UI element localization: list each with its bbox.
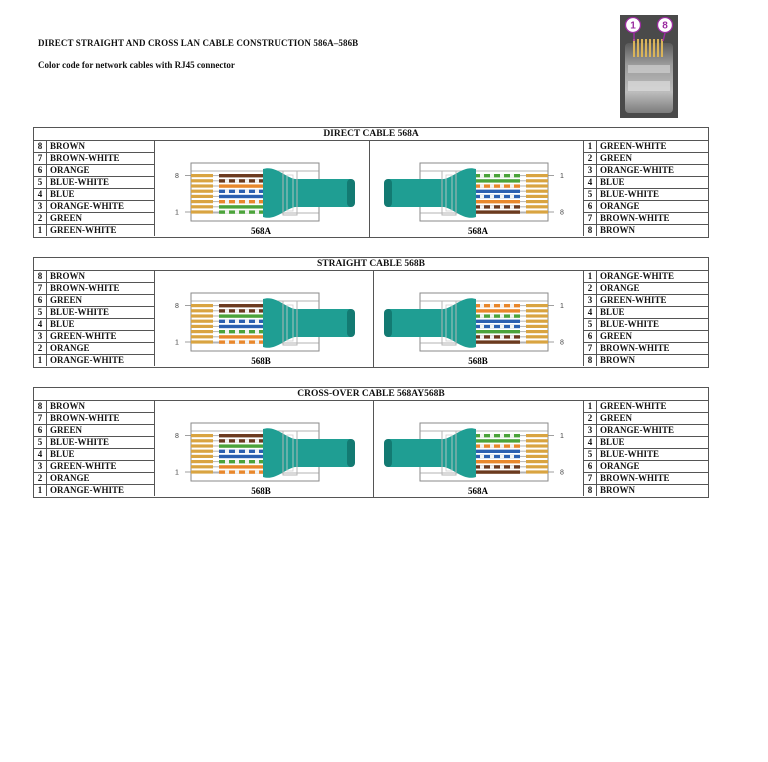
pin-contact [191, 444, 213, 447]
pin-number: 6 [584, 331, 597, 343]
pinout-row [584, 437, 709, 449]
pinout-row [34, 437, 155, 449]
wire-color: BROWN [597, 355, 709, 367]
pin-number: 4 [584, 437, 597, 449]
pin-contact [526, 450, 548, 453]
wire-color: GREEN-WHITE [47, 225, 155, 237]
wire-color: BLUE-WHITE [47, 307, 155, 319]
wire-color: BROWN-WHITE [597, 343, 709, 355]
pin-number: 5 [34, 307, 47, 319]
pinout-row [584, 449, 709, 461]
rj45-connector-photo [620, 15, 678, 118]
pinout-row [584, 213, 709, 225]
wire-color: ORANGE-WHITE [47, 485, 155, 497]
pin-contact [191, 200, 213, 203]
wire-color: BLUE-WHITE [597, 319, 709, 331]
pin-contact [526, 434, 548, 437]
wire [219, 314, 267, 317]
pinout-row [584, 189, 709, 201]
wire-color: GREEN-WHITE [47, 461, 155, 473]
wire [219, 444, 267, 447]
pin-contact [526, 335, 548, 338]
left-pinout-table [34, 401, 155, 496]
pinout-row [584, 319, 709, 331]
wire-color: BLUE-WHITE [597, 189, 709, 201]
pin-number: 1 [584, 141, 597, 153]
wire-color: BROWN [47, 141, 155, 153]
wire-color: BLUE [47, 319, 155, 331]
wire-color: BROWN [597, 485, 709, 497]
wire [472, 200, 520, 203]
pinout-row [584, 425, 709, 437]
pin-contact [191, 455, 213, 458]
pin-number: 7 [584, 343, 597, 355]
wire-color: BLUE [47, 449, 155, 461]
pinout-row [34, 331, 155, 343]
pin-number: 4 [584, 307, 597, 319]
pinout-row [584, 141, 709, 153]
pin-bottom-number: 1 [175, 469, 179, 477]
wire-color: ORANGE [597, 461, 709, 473]
wire-color: GREEN [597, 153, 709, 165]
pin-number: 3 [34, 201, 47, 213]
wire-color: GREEN-WHITE [597, 141, 709, 153]
pin-bottom-number: 8 [560, 209, 564, 217]
pinout-row [584, 473, 709, 485]
pin-contact [191, 174, 213, 177]
pin-contact [191, 335, 213, 338]
wire-color: BLUE [47, 189, 155, 201]
pinout-row [584, 485, 709, 497]
pin-contact [191, 184, 213, 187]
pin-contact [526, 309, 548, 312]
wire-color: GREEN [597, 331, 709, 343]
wire-color: BLUE [597, 307, 709, 319]
pin-contact [526, 330, 548, 333]
pin-number: 6 [34, 295, 47, 307]
pinout-row [34, 425, 155, 437]
pinout-row [34, 319, 155, 331]
pin-number: 5 [584, 189, 597, 201]
section-header: CROSS-OVER CABLE 568AY568B [34, 388, 708, 401]
wire [472, 450, 520, 453]
pin-number: 8 [584, 485, 597, 497]
pinout-row [584, 331, 709, 343]
pin-number: 4 [34, 189, 47, 201]
pinout-row [34, 189, 155, 201]
wire-color: ORANGE-WHITE [47, 201, 155, 213]
wire-color: BROWN-WHITE [597, 473, 709, 485]
wire [219, 434, 267, 437]
pinout-row [34, 283, 155, 295]
wire [472, 309, 520, 312]
pin-contact [526, 444, 548, 447]
pinout-row [34, 355, 155, 367]
wire [472, 460, 520, 463]
pin-number: 5 [584, 319, 597, 331]
wire-color: BROWN-WHITE [597, 213, 709, 225]
pin-contact [191, 434, 213, 437]
pinout-row [34, 343, 155, 355]
pin-number: 3 [584, 295, 597, 307]
pinout-row [584, 177, 709, 189]
wire-color: BROWN-WHITE [47, 153, 155, 165]
pinout-row [584, 343, 709, 355]
wire-color: BLUE-WHITE [47, 437, 155, 449]
pinout-row [584, 461, 709, 473]
pin-bottom-number: 8 [560, 339, 564, 347]
section-header: STRAIGHT CABLE 568B [34, 258, 708, 271]
pin-contact [191, 304, 213, 307]
wire [472, 190, 520, 193]
pin-number: 3 [34, 461, 47, 473]
wire-color: BLUE [597, 177, 709, 189]
pin-contact [526, 325, 548, 328]
section-straight-cable [33, 257, 709, 368]
pinout-row [34, 449, 155, 461]
wire [219, 465, 267, 468]
pin-number: 8 [584, 355, 597, 367]
pin-number: 2 [584, 283, 597, 295]
wire [219, 205, 267, 208]
wire-color: ORANGE [597, 283, 709, 295]
right-connector-diagram [374, 401, 584, 497]
right-connector-diagram [370, 141, 584, 237]
pin-number: 5 [34, 177, 47, 189]
wire [472, 330, 520, 333]
pinout-row [584, 153, 709, 165]
connector-standard-label: 568A [468, 486, 488, 496]
wire-color: BROWN [47, 401, 155, 413]
pin-number: 1 [34, 485, 47, 497]
pin-contact [526, 200, 548, 203]
pinout-row [584, 401, 709, 413]
left-pinout-table [34, 141, 155, 236]
pin-number: 7 [584, 473, 597, 485]
pin-contact [526, 439, 548, 442]
pin-contact [526, 190, 548, 193]
pin-contact [191, 325, 213, 328]
pin-contact [191, 450, 213, 453]
wire-color: ORANGE-WHITE [597, 165, 709, 177]
wire [472, 210, 520, 213]
wire-color: GREEN-WHITE [597, 295, 709, 307]
pin-number: 7 [34, 153, 47, 165]
pin-contact [526, 304, 548, 307]
wire-color: GREEN-WHITE [597, 401, 709, 413]
right-pinout-table [583, 271, 708, 366]
pin-number: 8 [34, 401, 47, 413]
pin-number: 1 [584, 271, 597, 283]
pin-contact [191, 179, 213, 182]
pin-bottom-number: 1 [175, 209, 179, 217]
connector-standard-label: 568B [468, 356, 488, 366]
wire [219, 195, 267, 198]
pin-contact [191, 210, 213, 213]
pin-contact [526, 179, 548, 182]
pin-contact [526, 320, 548, 323]
pin-contact [191, 470, 213, 473]
pin-contact [526, 174, 548, 177]
pin-number: 2 [584, 153, 597, 165]
wire-color: BROWN [47, 271, 155, 283]
pinout-row [34, 401, 155, 413]
pin-8-marker: 8 [662, 20, 668, 32]
pinout-row [34, 225, 155, 237]
pin-number: 8 [34, 141, 47, 153]
pinout-row [584, 165, 709, 177]
wire-color: ORANGE-WHITE [47, 355, 155, 367]
pinout-row [584, 355, 709, 367]
pinout-row [584, 225, 709, 237]
wire [219, 174, 267, 177]
pin-number: 3 [584, 425, 597, 437]
pin-contact [191, 330, 213, 333]
wire-color: ORANGE-WHITE [597, 425, 709, 437]
connector-standard-label: 568B [251, 356, 271, 366]
pin-contact [191, 195, 213, 198]
section-cross-over-cable [33, 387, 709, 498]
pinout-row [34, 461, 155, 473]
right-connector-diagram [374, 271, 584, 367]
wire-color: GREEN [47, 295, 155, 307]
left-connector-diagram [155, 401, 373, 497]
pinout-row [584, 295, 709, 307]
wire [472, 470, 520, 473]
connector-standard-label: 568A [468, 226, 488, 236]
pin-number: 2 [34, 213, 47, 225]
wire [472, 439, 520, 442]
pin-contact [191, 460, 213, 463]
pin-1-marker: 1 [630, 20, 636, 32]
wire-color: BROWN-WHITE [47, 283, 155, 295]
pin-number: 1 [584, 401, 597, 413]
pin-number: 2 [34, 343, 47, 355]
pin-contact [526, 455, 548, 458]
wire [219, 455, 267, 458]
pinout-row [34, 177, 155, 189]
pin-number: 6 [34, 165, 47, 177]
wire-color: ORANGE-WHITE [597, 271, 709, 283]
pin-contact [526, 184, 548, 187]
pinout-row [584, 201, 709, 213]
pinout-row [584, 413, 709, 425]
pin-bottom-number: 8 [560, 469, 564, 477]
pin-top-number: 1 [560, 433, 564, 440]
pin-number: 8 [34, 271, 47, 283]
pin-contact [191, 465, 213, 468]
pin-number: 6 [34, 425, 47, 437]
pin-contact [526, 195, 548, 198]
wire-color: ORANGE [47, 165, 155, 177]
pinout-row [34, 153, 155, 165]
pin-number: 6 [584, 201, 597, 213]
wire-color: BROWN-WHITE [47, 413, 155, 425]
pin-contact [526, 314, 548, 317]
pin-top-number: 8 [175, 303, 179, 310]
pinout-row [34, 473, 155, 485]
pin-contact [191, 439, 213, 442]
section-direct-cable [33, 127, 709, 238]
wire-color: GREEN [597, 413, 709, 425]
pinout-row [34, 295, 155, 307]
pin-number: 4 [34, 319, 47, 331]
pin-number: 3 [34, 331, 47, 343]
wire-color: ORANGE [47, 473, 155, 485]
pin-number: 2 [584, 413, 597, 425]
wire [219, 304, 267, 307]
pin-bottom-number: 1 [175, 339, 179, 347]
pin-contact [191, 205, 213, 208]
pinout-row [584, 307, 709, 319]
pin-number: 1 [34, 225, 47, 237]
pinout-row [34, 485, 155, 497]
pin-contact [526, 340, 548, 343]
wire-color: BROWN [597, 225, 709, 237]
pin-number: 4 [34, 449, 47, 461]
wire-color: BLUE [597, 437, 709, 449]
connector-standard-label: 568A [251, 226, 271, 236]
pin-contact [526, 465, 548, 468]
left-pinout-table [34, 271, 155, 366]
pin-top-number: 1 [560, 303, 564, 310]
left-connector-diagram [155, 271, 373, 367]
pin-contact [526, 210, 548, 213]
wire-color: GREEN [47, 425, 155, 437]
wire-color: ORANGE [597, 201, 709, 213]
pin-contact [526, 470, 548, 473]
pinout-row [34, 413, 155, 425]
pin-number: 6 [584, 461, 597, 473]
wire [219, 184, 267, 187]
pin-contact [191, 340, 213, 343]
pin-top-number: 8 [175, 433, 179, 440]
pin-number: 8 [584, 225, 597, 237]
wire-color: BLUE-WHITE [47, 177, 155, 189]
pinout-row [34, 213, 155, 225]
document-title: DIRECT STRAIGHT AND CROSS LAN CABLE CONSTRUCTION 586A–586B [38, 38, 359, 48]
pin-contact [526, 460, 548, 463]
pin-top-number: 8 [175, 173, 179, 180]
pin-contact [191, 309, 213, 312]
pinout-row [34, 165, 155, 177]
right-pinout-table [583, 141, 708, 236]
pinout-row [34, 307, 155, 319]
wire-color: GREEN [47, 213, 155, 225]
pin-number: 7 [584, 213, 597, 225]
pinout-row [34, 141, 155, 153]
pin-contact [191, 320, 213, 323]
pin-number: 5 [584, 449, 597, 461]
wire [219, 325, 267, 328]
pin-contact [526, 205, 548, 208]
wire [472, 320, 520, 323]
pin-number: 7 [34, 283, 47, 295]
pinout-row [584, 271, 709, 283]
wire [472, 340, 520, 343]
pin-top-number: 1 [560, 173, 564, 180]
pin-number: 3 [584, 165, 597, 177]
wire-color: GREEN-WHITE [47, 331, 155, 343]
pin-contact [191, 314, 213, 317]
left-connector-diagram [155, 141, 369, 237]
connector-standard-label: 568B [251, 486, 271, 496]
wire-color: BLUE-WHITE [597, 449, 709, 461]
pin-number: 2 [34, 473, 47, 485]
pin-contact [191, 190, 213, 193]
wire [219, 335, 267, 338]
section-header: DIRECT CABLE 568A [34, 128, 708, 141]
pin-number: 5 [34, 437, 47, 449]
pin-number: 7 [34, 413, 47, 425]
pin-number: 4 [584, 177, 597, 189]
wire-color: ORANGE [47, 343, 155, 355]
document-subtitle: Color code for network cables with RJ45 connector [38, 60, 235, 70]
pin-number: 1 [34, 355, 47, 367]
right-pinout-table [583, 401, 708, 496]
pinout-row [34, 271, 155, 283]
pinout-row [584, 283, 709, 295]
pinout-row [34, 201, 155, 213]
wire [472, 179, 520, 182]
